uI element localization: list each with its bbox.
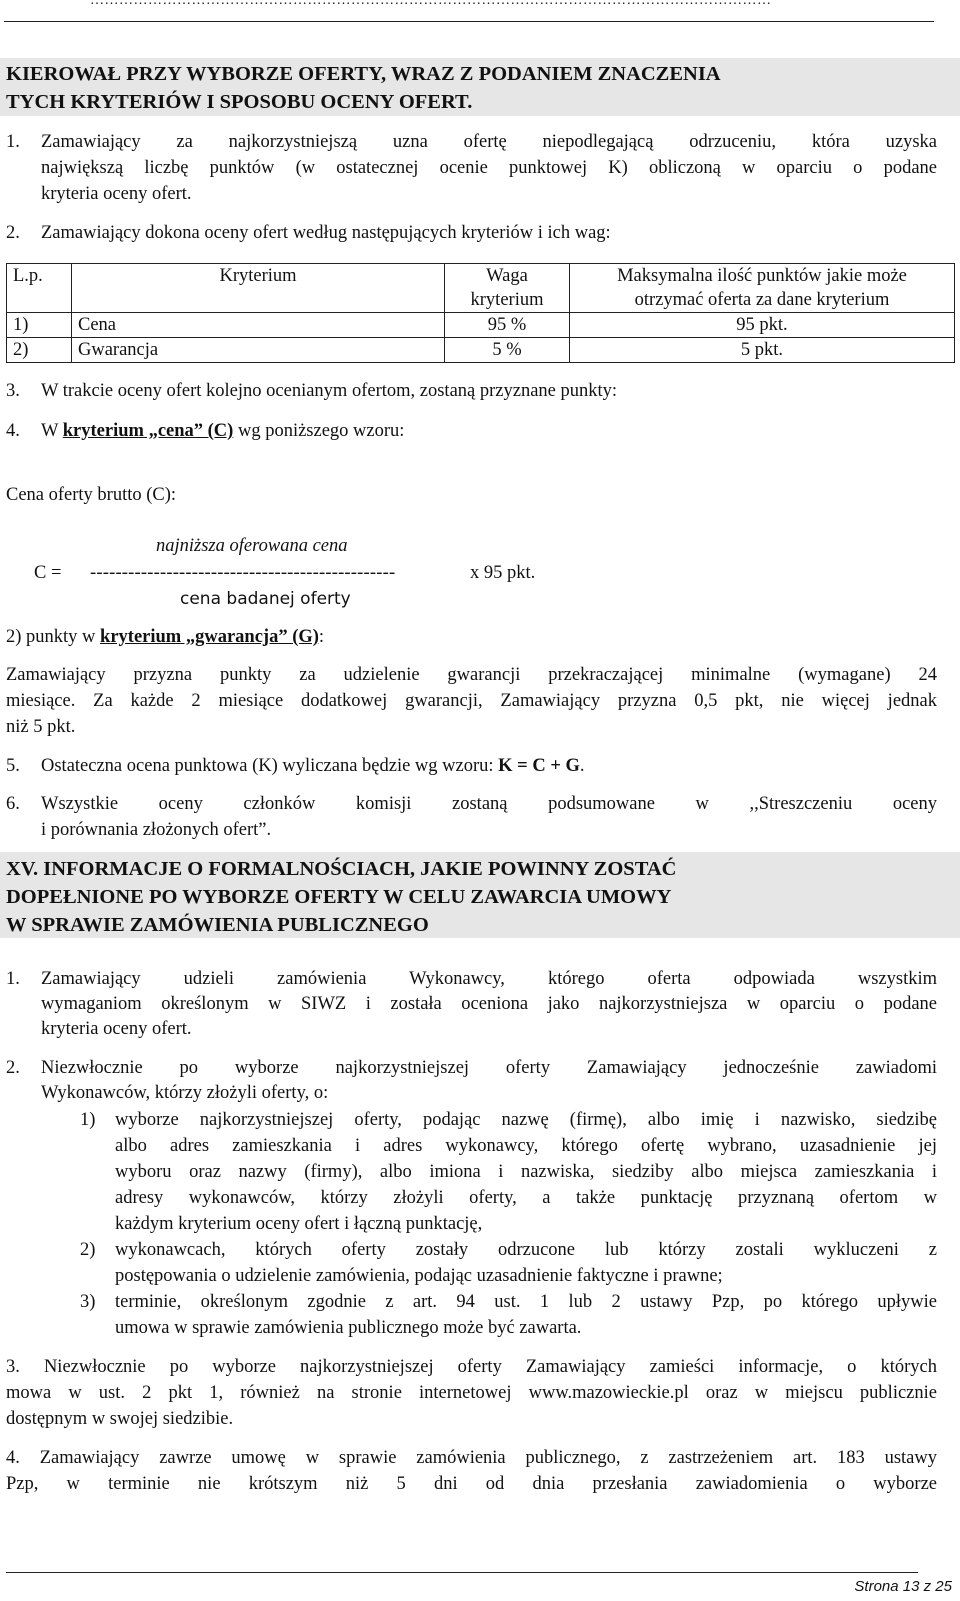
text-run: Ostateczna ocena punktowa (K) wyliczana będzie wg wzoru: <box>41 756 499 776</box>
table-cell: Cena <box>72 313 445 338</box>
formula-denominator: cena badanej oferty <box>180 589 351 609</box>
table-header-weight-line: kryterium <box>470 290 544 310</box>
table-header-max-line: otrzymać oferta za dane kryterium <box>634 290 890 310</box>
text-run: . <box>579 756 585 776</box>
paragraph-line: Niezwłocznie po wyborze najkorzystniejszej oferty Zamawiający jednocześnie zawiadomi <box>41 1058 937 1078</box>
gwarancja-heading <box>6 624 324 650</box>
paragraph-number: 2. <box>6 1058 20 1078</box>
paragraph-number: 6. <box>6 794 20 814</box>
table-header-lp: L.p. <box>7 264 72 313</box>
table-cell: 95 % <box>445 313 570 338</box>
cena-label: Cena oferty brutto (C): <box>6 485 177 505</box>
table-header-max-line: Maksymalna ilość punktów jakie może <box>617 266 907 286</box>
text-run: 2) punkty w <box>6 627 101 647</box>
paragraph-line: Wszystkie oceny członków komisji zostaną podsumowane w ,,Streszczeniu oceny <box>41 794 937 814</box>
table-cell: 2) <box>7 338 72 363</box>
page-number: Strona 13 z 25 <box>854 1578 952 1595</box>
criterion-gwarancja-label: kryterium „gwarancja” (G) <box>100 627 319 647</box>
paragraph-line: niż 5 pkt. <box>6 717 76 737</box>
paragraph-line: dostępnym w swojej siedzibie. <box>6 1409 234 1429</box>
footer-rule <box>6 1572 918 1573</box>
list-item-line: umowa w sprawie zamówienia publicznego może być zawarta. <box>115 1318 582 1338</box>
list-item-number: 1) <box>80 1110 96 1130</box>
paragraph-text <box>41 418 404 444</box>
table-header-criterion: Kryterium <box>72 264 445 313</box>
list-item-line: postępowania o udzielenie zamówienia, podając uzasadnienie faktyczne i prawne; <box>115 1266 723 1286</box>
formula-k: K = C + G <box>498 756 580 776</box>
list-item-line: adresy wykonawców, którzy złożyli oferty, a także punktację przyznaną ofertom w <box>115 1188 937 1208</box>
section-heading-line: XV. INFORMACJE O FORMALNOŚCIACH, JAKIE POWINNY ZOSTAĆ <box>6 858 677 880</box>
table-cell: Gwarancja <box>72 338 445 363</box>
table-header-weight <box>445 264 570 313</box>
list-item-line: terminie, określonym zgodnie z art. 94 ust. 1 lub 2 ustawy Pzp, po którego upływie <box>115 1292 937 1312</box>
paragraph-number: 4. <box>6 421 20 441</box>
paragraph-line: Zamawiający za najkorzystniejszą uzna ofertę niepodlegającą odrzuceniu, która uzyska <box>41 132 937 152</box>
header-dots: …………………………………………………………………………………………………………………………… <box>90 0 772 8</box>
table-cell: 5 pkt. <box>570 338 955 363</box>
table-cell: 1) <box>7 313 72 338</box>
paragraph-line: największą liczbę punktów (w ostatecznej ocenie punktowej K) obliczoną w oparciu o podane <box>41 158 937 178</box>
table-header-weight-line: Waga <box>486 266 528 286</box>
paragraph-line: mowa w ust. 2 pkt 1, również na stronie internetowej www.mazowieckie.pl oraz w miejscu publicznie <box>6 1383 937 1403</box>
list-item-line: każdym kryterium oceny ofert i łączną punktację, <box>115 1214 483 1234</box>
table-header-max-points <box>570 264 955 313</box>
header-rule <box>4 21 934 22</box>
formula-lhs: C = <box>34 563 62 583</box>
table-cell: 5 % <box>445 338 570 363</box>
section-heading-line: KIEROWAŁ PRZY WYBORZE OFERTY, WRAZ Z PODANIEM ZNACZENIA <box>6 63 721 85</box>
paragraph-text: W trakcie oceny ofert kolejno ocenianym ofertom, zostaną przyznane punkty: <box>41 381 618 401</box>
section-heading-line: W SPRAWIE ZAMÓWIENIA PUBLICZNEGO <box>6 914 429 936</box>
paragraph-line: 3. Niezwłocznie po wyborze najkorzystniejszej oferty Zamawiający zamieści informacje, o których <box>6 1357 937 1377</box>
text-run: : <box>318 627 325 647</box>
text-run: wg poniższego wzoru: <box>233 421 405 441</box>
paragraph-text <box>41 753 585 779</box>
list-item-number: 3) <box>80 1292 96 1312</box>
paragraph-line: Wykonawców, którzy złożyli oferty, o: <box>41 1083 329 1103</box>
list-item-line: albo adres zamieszkania i adres wykonawcy, którego ofertę wybrano, uzasadnienie jej <box>115 1136 937 1156</box>
paragraph-line: miesiące. Za każde 2 miesiące dodatkowej gwarancji, Zamawiający przyzna 0,5 pkt, nie więcej jednak <box>6 691 937 711</box>
formula-numerator: najniższa oferowana cena <box>156 536 348 556</box>
paragraph-number: 2. <box>6 223 20 243</box>
paragraph-number: 1. <box>6 969 20 989</box>
criteria-table <box>6 263 955 363</box>
paragraph-line: kryteria oceny ofert. <box>41 1019 192 1039</box>
criterion-cena-label: kryterium „cena” (C) <box>62 421 234 441</box>
table-row <box>7 313 955 338</box>
list-item-line: wyboru oraz nazwy (firmy), albo imiona i nazwiska, siedziby albo miejsca zamieszkania i <box>115 1162 937 1182</box>
section-heading-line: TYCH KRYTERIÓW I SPOSOBU OCENY OFERT. <box>6 91 473 113</box>
paragraph-text: Zamawiający dokona oceny ofert według następujących kryteriów i ich wag: <box>41 223 611 243</box>
paragraph-line: Zamawiający przyzna punkty za udzielenie gwarancji przekraczającej minimalne (wymagane) 24 <box>6 665 937 685</box>
list-item-line: wyborze najkorzystniejszej oferty, podając nazwę (firmę), albo imię i nazwisko, siedzibę <box>115 1110 937 1130</box>
paragraph-line: kryteria oceny ofert. <box>41 184 192 204</box>
paragraph-line: Pzp, w terminie nie krótszym niż 5 dni od dnia przesłania zawiadomienia o wyborze <box>6 1474 937 1494</box>
paragraph-number: 1. <box>6 132 20 152</box>
paragraph-number: 3. <box>6 381 20 401</box>
text-run: W <box>41 421 63 441</box>
paragraph-line: 4. Zamawiający zawrze umowę w sprawie zamówienia publicznego, z zastrzeżeniem art. 183 ustawy <box>6 1448 937 1468</box>
section-heading-line: DOPEŁNIONE PO WYBORZE OFERTY W CELU ZAWARCIA UMOWY <box>6 886 672 908</box>
paragraph-line: Zamawiający udzieli zamówienia Wykonawcy, którego oferta odpowiada wszystkim <box>41 969 937 989</box>
table-cell: 95 pkt. <box>570 313 955 338</box>
paragraph-number: 5. <box>6 756 20 776</box>
list-item-line: wykonawcach, których oferty zostały odrzucone lub którzy zostali wykluczeni z <box>115 1240 937 1260</box>
table-row <box>7 338 955 363</box>
list-item-number: 2) <box>80 1240 96 1260</box>
paragraph-line: wymaganiom określonym w SIWZ i została oceniona jako najkorzystniejsza w oparciu o podane <box>41 994 937 1014</box>
paragraph-line: i porównania złożonych ofert”. <box>41 820 272 840</box>
formula-fraction-line: ------------------------------------------------ <box>90 563 396 583</box>
table-header-row <box>7 264 955 313</box>
formula-multiplier: x 95 pkt. <box>470 563 536 583</box>
